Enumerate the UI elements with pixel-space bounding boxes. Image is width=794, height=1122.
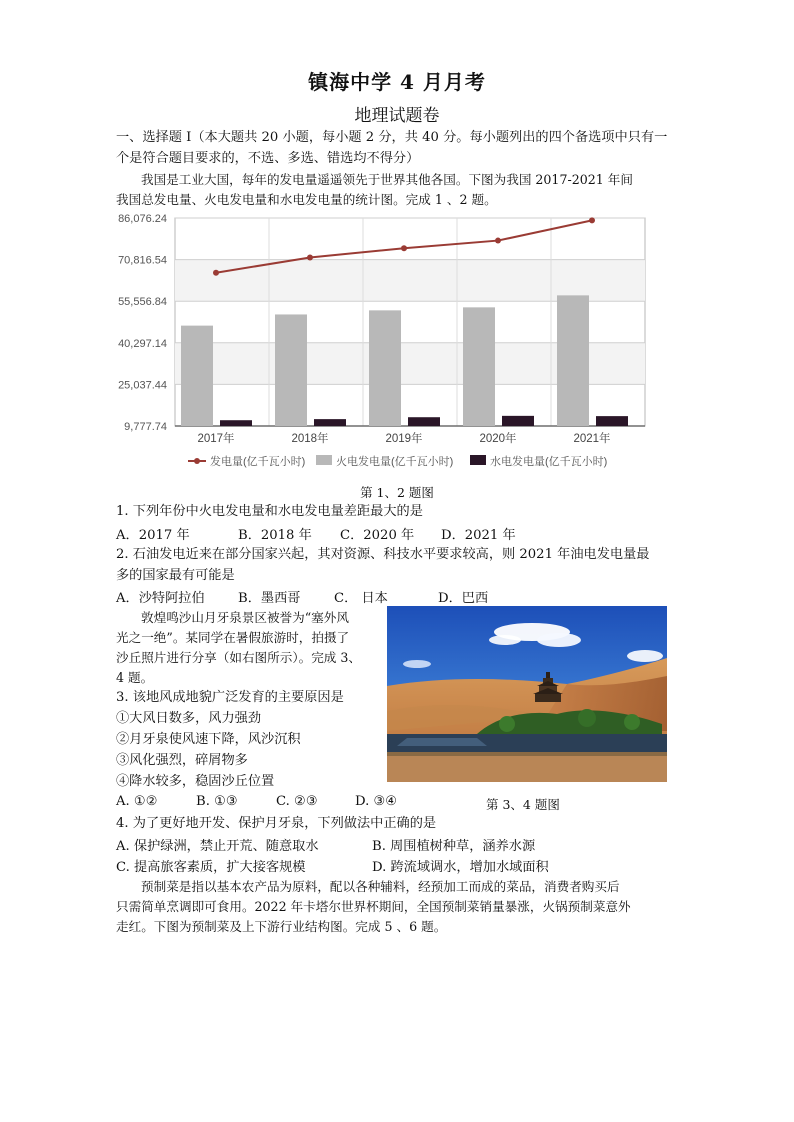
y-tick-label: 25,037.44 xyxy=(118,379,167,392)
q4-option-a[interactable]: A. 保护绿洲，禁止开荒、随意取水 xyxy=(116,839,319,854)
exam-title: 镇海中学 4 月月考 xyxy=(308,70,486,94)
q4-stem: 4. 为了更好地开发、保护月牙泉，下列做法中正确的是 xyxy=(116,816,437,831)
legend-total-label: 发电量(亿千瓦小时) xyxy=(210,456,306,468)
figure2-caption: 第 3、4 题图 xyxy=(486,797,560,812)
legend-thermal-swatch xyxy=(316,455,332,465)
y-tick-label: 55,556.84 xyxy=(118,296,167,309)
section-instruction-line2: 个是符合题目要求的，不选、多选、错选均不得分） xyxy=(116,151,420,166)
exam-subtitle: 地理试题卷 xyxy=(354,106,440,126)
y-tick-label: 86,076.24 xyxy=(118,213,167,225)
q2-option-c[interactable]: C． 日本 xyxy=(334,591,388,606)
x-tick-label: 2020年 xyxy=(479,433,517,445)
bar-hydro-2019年 xyxy=(408,417,440,426)
q1-option-d[interactable]: D．2021 年 xyxy=(441,528,516,543)
power-generation-chart xyxy=(110,208,655,478)
q4-option-b[interactable]: B. 周围植树种草，涵养水源 xyxy=(372,839,536,854)
chart-svg xyxy=(110,208,655,478)
x-tick-label: 2021年 xyxy=(573,433,611,445)
passage2-line4: 4 题。 xyxy=(116,670,154,685)
q2-stem-line2: 多的国家最有可能是 xyxy=(116,568,235,583)
grid-band xyxy=(175,260,645,302)
legend-thermal-label: 火电发电量(亿千瓦小时) xyxy=(336,456,454,468)
q1-option-c[interactable]: C．2020 年 xyxy=(340,528,415,543)
passage3-line2: 只需简单烹调即可食用。2022 年卡塔尔世界杯期间，全国预制菜销量暴涨，火锅预制菜意外 xyxy=(116,899,631,914)
x-tick-label: 2019年 xyxy=(385,433,423,445)
q3-stem: 3. 该地风成地貌广泛发育的主要原因是 xyxy=(116,690,344,705)
passage1-line1: 我国是工业大国，每年的发电量遥遥领先于世界其他各国。下图为我国 2017-2021 年间 xyxy=(141,172,633,187)
q4-option-c[interactable]: C. 提高旅客素质，扩大接客规模 xyxy=(116,860,306,875)
q3-item-3: ③风化强烈，碎屑物多 xyxy=(116,753,248,768)
legend-line-marker xyxy=(194,458,200,464)
bar-hydro-2021年 xyxy=(596,416,628,426)
y-tick-label: 9,777.74 xyxy=(124,421,167,433)
q3-option-b[interactable]: B. ①③ xyxy=(196,794,238,809)
bar-thermal-2021年 xyxy=(557,295,589,426)
crescent-lake-photo-illustration xyxy=(387,606,667,782)
q2-stem-line1: 2. 石油发电近来在部分国家兴起，其对资源、科技水平要求较高，则 2021 年油电发电量最 xyxy=(116,547,650,562)
total-point-2019年 xyxy=(401,245,407,251)
y-tick-label: 40,297.14 xyxy=(118,337,167,350)
section-instruction-line1: 一、选择题 Ⅰ（本大题共 20 小题，每小题 2 分，共 40 分。每小题列出的四个备选项中只有一 xyxy=(116,130,668,145)
figure1-caption: 第 1、2 题图 xyxy=(360,485,434,500)
total-point-2018年 xyxy=(307,254,313,260)
q4-option-d[interactable]: D. 跨流域调水，增加水域面积 xyxy=(372,860,549,875)
q1-option-a[interactable]: A．2017 年 xyxy=(116,528,190,543)
passage1-line2: 我国总发电量、火电发电量和水电发电量的统计图。完成 1 、2 题。 xyxy=(116,192,497,207)
bar-thermal-2018年 xyxy=(275,314,307,426)
q2-option-d[interactable]: D．巴西 xyxy=(438,591,489,606)
bar-thermal-2017年 xyxy=(181,326,213,426)
y-tick-label: 70,816.54 xyxy=(118,254,167,267)
q1-stem: 1. 下列年份中火电发电量和水电发电量差距最大的是 xyxy=(116,504,423,519)
q2-option-b[interactable]: B．墨西哥 xyxy=(238,591,301,606)
total-point-2017年 xyxy=(213,270,219,276)
total-point-2021年 xyxy=(589,217,595,223)
q3-option-a[interactable]: A. ①② xyxy=(116,794,158,809)
bar-thermal-2020年 xyxy=(463,307,495,426)
bar-thermal-2019年 xyxy=(369,310,401,426)
passage2-line2: 光之一绝”。某同学在暑假旅游时，拍摄了 xyxy=(116,630,350,645)
legend-hydro-label: 水电发电量(亿千瓦小时) xyxy=(490,456,608,468)
dune-photo xyxy=(387,606,667,782)
passage2-line1: 敦煌鸣沙山月牙泉景区被誉为“塞外风 xyxy=(141,610,349,625)
bar-hydro-2018年 xyxy=(314,419,346,426)
legend-hydro-swatch xyxy=(470,455,486,465)
q3-option-d[interactable]: D. ③④ xyxy=(355,794,398,809)
passage3-line3: 走红。下图为预制菜及上下游行业结构图。完成 5 、6 题。 xyxy=(116,919,447,934)
bar-hydro-2020年 xyxy=(502,416,534,426)
x-tick-label: 2018年 xyxy=(291,433,329,445)
q2-option-a[interactable]: A．沙特阿拉伯 xyxy=(116,591,205,606)
x-tick-label: 2017年 xyxy=(197,433,235,445)
total-point-2020年 xyxy=(495,238,501,244)
passage3-line1: 预制菜是指以基本农产品为原料，配以各种辅料，经预加工而成的菜品，消费者购买后 xyxy=(141,879,620,894)
q3-item-1: ①大风日数多，风力强劲 xyxy=(116,711,262,726)
q3-item-4: ④降水较多，稳固沙丘位置 xyxy=(116,774,275,789)
q3-option-c[interactable]: C. ②③ xyxy=(276,794,318,809)
bar-hydro-2017年 xyxy=(220,420,252,426)
passage2-line3: 沙丘照片进行分享（如右图所示）。完成 3、 xyxy=(116,650,361,665)
q3-item-2: ②月牙泉使风速下降，风沙沉积 xyxy=(116,732,301,747)
q1-option-b[interactable]: B．2018 年 xyxy=(238,528,312,543)
